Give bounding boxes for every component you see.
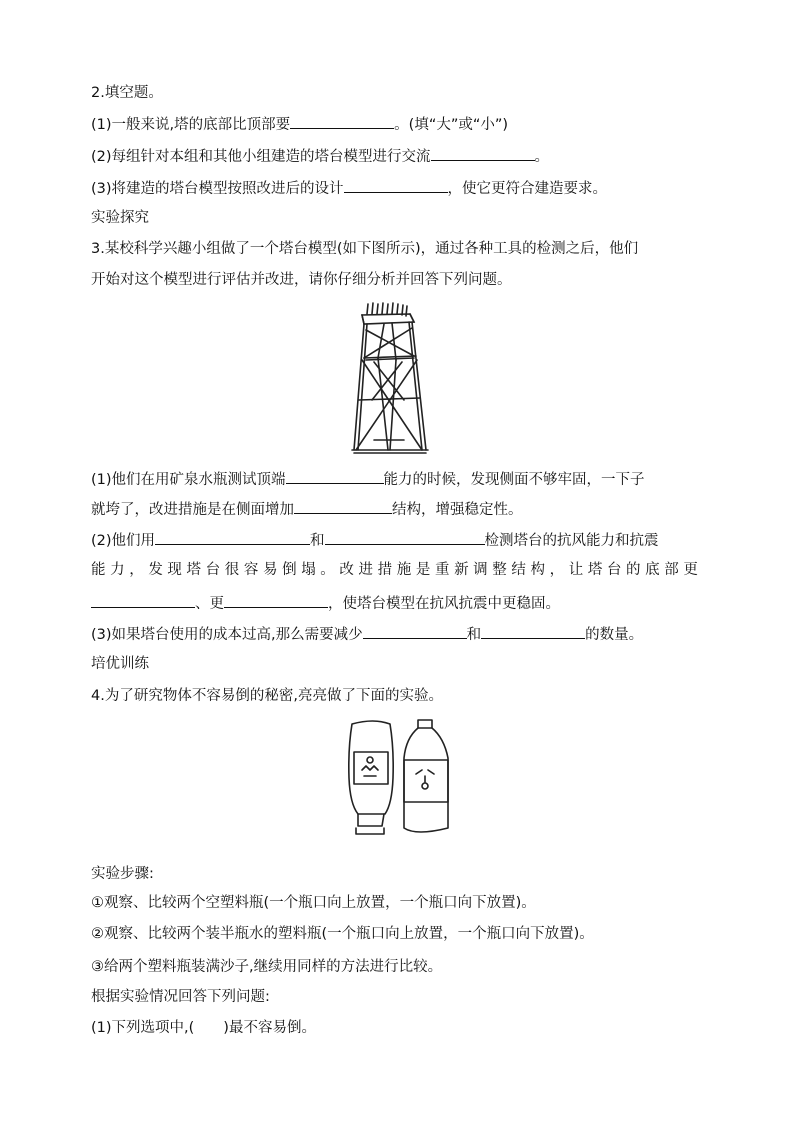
q3-sentence-3 bbox=[91, 623, 643, 645]
q3-s1-text-a: (1)他们在用矿泉水瓶测试顶端 bbox=[91, 472, 286, 488]
q4-steps-title: 实验步骤: bbox=[91, 866, 154, 882]
q3-s1-text-b: 能力的时候，发现侧面不够牢固，一下子 bbox=[383, 472, 645, 488]
tower-model-image bbox=[344, 300, 436, 458]
q3-s3-text-a: (3)如果塔台使用的成本过高,那么需要减少 bbox=[91, 627, 363, 643]
q3-s3-blank-1[interactable] bbox=[363, 623, 467, 639]
q3-s2-blank-1[interactable] bbox=[155, 529, 310, 545]
q2-s1-text-a: (1)一般来说,塔的底部比顶部要 bbox=[91, 117, 291, 133]
q4-subquestion-1: (1)下列选项中,( )最不容易倒。 bbox=[91, 1020, 316, 1036]
q2-sentence-3 bbox=[91, 177, 607, 199]
q3-s3-text-b: 和 bbox=[466, 627, 482, 643]
q3-sentence-2-line-2: 能 力 ， 发 现 塔 台 很 容 易 倒 塌 。 改 进 措 施 是 重 新 调 整 结 构 ， 让 塔 台 的 底 部 更 bbox=[91, 562, 698, 578]
q4-answer-prompt: 根据实验情况回答下列问题: bbox=[91, 989, 270, 1005]
q2-s1-blank[interactable] bbox=[290, 113, 394, 129]
q3-s1-text-d: 结构，增强稳定性。 bbox=[392, 502, 523, 518]
q3-s2-blank-2[interactable] bbox=[325, 529, 485, 545]
q2-s3-text-b: ，使它更符合建造要求。 bbox=[447, 181, 608, 197]
q3-s1-text-c: 就垮了，改进措施是在侧面增加 bbox=[91, 502, 294, 518]
q4-intro: 4.为了研究物体不容易倒的秘密,亮亮做了下面的实验。 bbox=[91, 688, 443, 704]
q3-sentence-1-line-1 bbox=[91, 468, 645, 490]
plastic-bottles-image bbox=[340, 718, 456, 842]
q3-s2-text-e: 、更 bbox=[195, 596, 224, 612]
q2-title: 2.填空题。 bbox=[91, 85, 163, 101]
section-heading-training: 培优训练 bbox=[91, 656, 149, 672]
q3-intro-line-1: 3.某校科学兴趣小组做了一个塔台模型(如下图所示)，通过各种工具的检测之后，他们 bbox=[91, 241, 639, 257]
q2-s1-text-b: 。(填“大”或“小”) bbox=[394, 117, 509, 133]
q3-s1-blank-1[interactable] bbox=[286, 468, 384, 484]
q4-step-3: ③给两个塑料瓶装满沙子,继续用同样的方法进行比较。 bbox=[91, 959, 443, 975]
q3-sentence-2-line-3 bbox=[91, 592, 560, 614]
section-heading-experiment: 实验探究 bbox=[91, 210, 149, 226]
q3-s3-blank-2[interactable] bbox=[481, 623, 585, 639]
q4-step-1: ①观察、比较两个空塑料瓶(一个瓶口向上放置，一个瓶口向下放置)。 bbox=[91, 895, 536, 911]
q2-s2-blank[interactable] bbox=[431, 145, 535, 161]
q3-sentence-2-line-1 bbox=[91, 529, 659, 551]
q2-s2-text-b: 。 bbox=[534, 149, 550, 165]
q3-s2-text-c: 检测塔台的抗风能力和抗震 bbox=[484, 533, 659, 549]
q4-step-2: ②观察、比较两个装半瓶水的塑料瓶(一个瓶口向上放置，一个瓶口向下放置)。 bbox=[91, 926, 594, 942]
q3-sentence-1-line-2 bbox=[91, 498, 523, 520]
q3-s1-blank-2[interactable] bbox=[294, 498, 392, 514]
q2-s3-text-a: (3)将建造的塔台模型按照改进后的设计 bbox=[91, 181, 344, 197]
q2-sentence-1 bbox=[91, 113, 508, 135]
q2-s3-blank[interactable] bbox=[344, 177, 448, 193]
q3-s2-blank-3[interactable] bbox=[91, 592, 195, 608]
q2-sentence-2 bbox=[91, 145, 549, 167]
q3-s2-text-f: ，使塔台模型在抗风抗震中更稳固。 bbox=[328, 596, 560, 612]
q3-s2-text-a: (2)他们用 bbox=[91, 533, 156, 549]
q3-s3-text-c: 的数量。 bbox=[585, 627, 644, 643]
q3-s2-text-b: 和 bbox=[310, 533, 325, 549]
q3-intro-line-2: 开始对这个模型进行评估并改进，请你仔细分析并回答下列问题。 bbox=[91, 272, 512, 288]
q3-s2-blank-4[interactable] bbox=[224, 592, 328, 608]
q2-s2-text-a: (2)每组针对本组和其他小组建造的塔台模型进行交流 bbox=[91, 149, 431, 165]
